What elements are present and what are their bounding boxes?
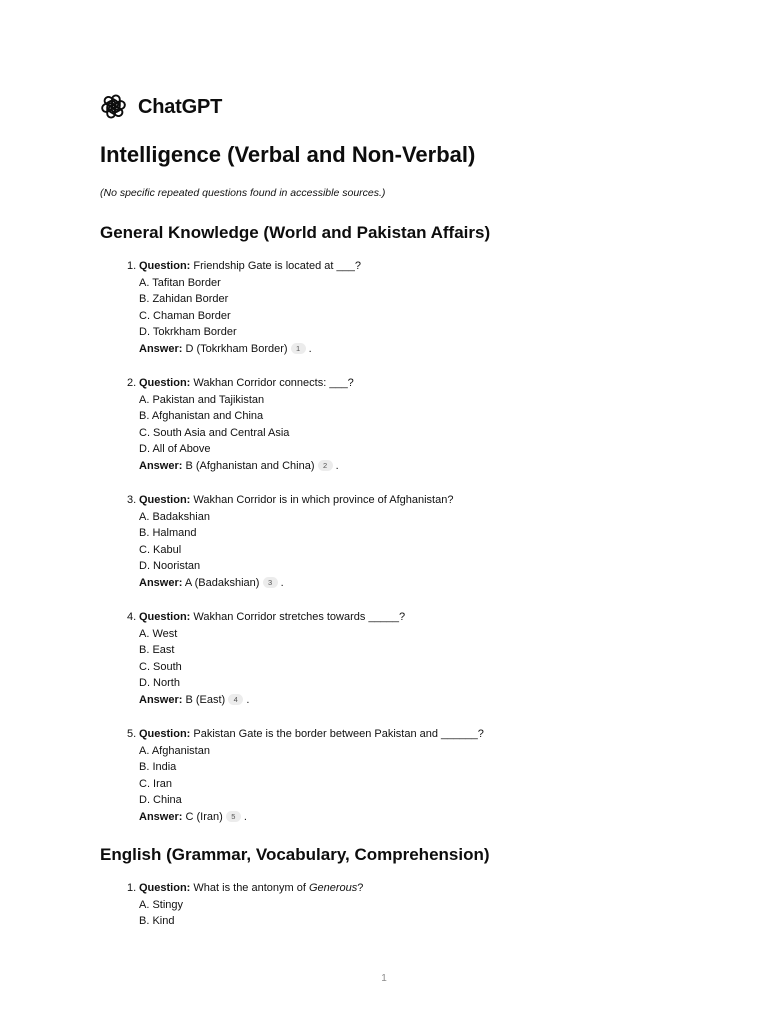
answer-label: Answer: (139, 810, 183, 823)
section-heading-english: English (Grammar, Vocabulary, Comprehension) (100, 845, 490, 864)
answer-line (139, 692, 484, 709)
question-item (127, 726, 484, 825)
option-c: C. Kabul (139, 543, 182, 556)
answer-period: . (280, 576, 284, 589)
question-item (127, 492, 484, 591)
option-a: A. Afghanistan (139, 744, 210, 757)
page-title: Intelligence (Verbal and Non-Verbal) (100, 142, 476, 167)
option-a: A. Tafitan Border (139, 276, 221, 289)
question-label: Question: (139, 882, 191, 894)
option-a: A. Pakistan and Tajikistan (139, 393, 265, 406)
citation-badge[interactable]: 4 (228, 694, 243, 705)
option-a: A. Badakshian (139, 510, 210, 523)
section-note: (No specific repeated questions found in accessible sources.) (100, 187, 386, 199)
item-number: 2. (127, 377, 137, 389)
option-c: C. Chaman Border (139, 309, 231, 322)
question-text: Pakistan Gate is the border between Pakistan and ______? (193, 728, 484, 740)
answer-line (139, 341, 484, 358)
option-d: D. Tokrkham Border (139, 326, 237, 338)
answer-line (139, 809, 484, 826)
question-label: Question: (139, 494, 191, 506)
answer-line (139, 575, 484, 592)
question-label: Question: (139, 377, 191, 389)
option-c: C. Iran (139, 777, 173, 790)
answer-label: Answer: (139, 342, 183, 355)
question-line (127, 880, 364, 897)
question-suffix: ? (357, 882, 364, 894)
question-line (127, 258, 484, 275)
question-line (127, 726, 484, 743)
option-b: B. India (139, 761, 177, 773)
answer-text: B (East) (185, 693, 226, 706)
option-b: B. Kind (139, 915, 175, 927)
answer-text: B (Afghanistan and China) (185, 459, 315, 472)
brand-name: ChatGPT (138, 96, 223, 118)
question-item (127, 375, 484, 474)
section-heading-general-knowledge: General Knowledge (World and Pakistan Affairs) (100, 223, 491, 242)
question-label: Question: (139, 728, 191, 740)
option-a: A. Stingy (139, 898, 184, 911)
option-c: C. South Asia and Central Asia (139, 426, 290, 439)
question-item (127, 609, 484, 708)
question-item (127, 880, 364, 930)
option-b: B. Halmand (139, 527, 197, 539)
question-text: Wakhan Corridor stretches towards _____? (193, 611, 406, 623)
question-label: Question: (139, 611, 191, 623)
question-list-english (127, 880, 364, 948)
option-b: B. Zahidan Border (139, 293, 229, 305)
answer-text: A (Badakshian) (184, 576, 260, 589)
answer-period: . (308, 342, 312, 355)
answer-period: . (246, 693, 250, 706)
question-line (127, 375, 484, 392)
answer-text: C (Iran) (185, 810, 223, 823)
option-d: D. China (139, 794, 182, 806)
citation-badge[interactable]: 2 (318, 460, 333, 471)
item-number: 5. (127, 728, 137, 740)
question-line (127, 609, 484, 626)
question-item (127, 258, 484, 357)
item-number: 1. (127, 882, 137, 894)
question-emphasis: Generous (308, 882, 358, 894)
item-number: 1. (127, 260, 137, 272)
item-number: 3. (127, 494, 137, 506)
option-c: C. South (139, 660, 182, 673)
question-text: Wakhan Corridor is in which province of Afghanistan? (193, 494, 454, 506)
question-list-general-knowledge (127, 258, 484, 843)
option-a: A. West (139, 627, 178, 640)
question-text: Friendship Gate is located at ___? (193, 260, 361, 272)
openai-logo-icon (100, 93, 127, 120)
citation-badge[interactable]: 1 (291, 343, 306, 354)
answer-period: . (335, 459, 339, 472)
question-line (127, 492, 484, 509)
option-b: B. Afghanistan and China (139, 410, 264, 422)
option-d: D. All of Above (139, 443, 211, 455)
citation-badge[interactable]: 3 (263, 577, 278, 588)
option-d: D. North (139, 677, 180, 689)
citation-badge[interactable]: 5 (226, 811, 241, 822)
question-text: What is the antonym of (193, 882, 309, 894)
answer-label: Answer: (139, 459, 183, 472)
question-label: Question: (139, 260, 191, 272)
answer-line (139, 458, 484, 475)
option-b: B. East (139, 644, 175, 656)
answer-label: Answer: (139, 576, 183, 589)
item-number: 4. (127, 611, 137, 623)
answer-label: Answer: (139, 693, 183, 706)
answer-period: . (243, 810, 247, 823)
page-number: 1 (381, 973, 387, 984)
option-d: D. Nooristan (139, 560, 201, 572)
question-text: Wakhan Corridor connects: ___? (193, 377, 354, 389)
answer-text: D (Tokrkham Border) (185, 342, 288, 355)
